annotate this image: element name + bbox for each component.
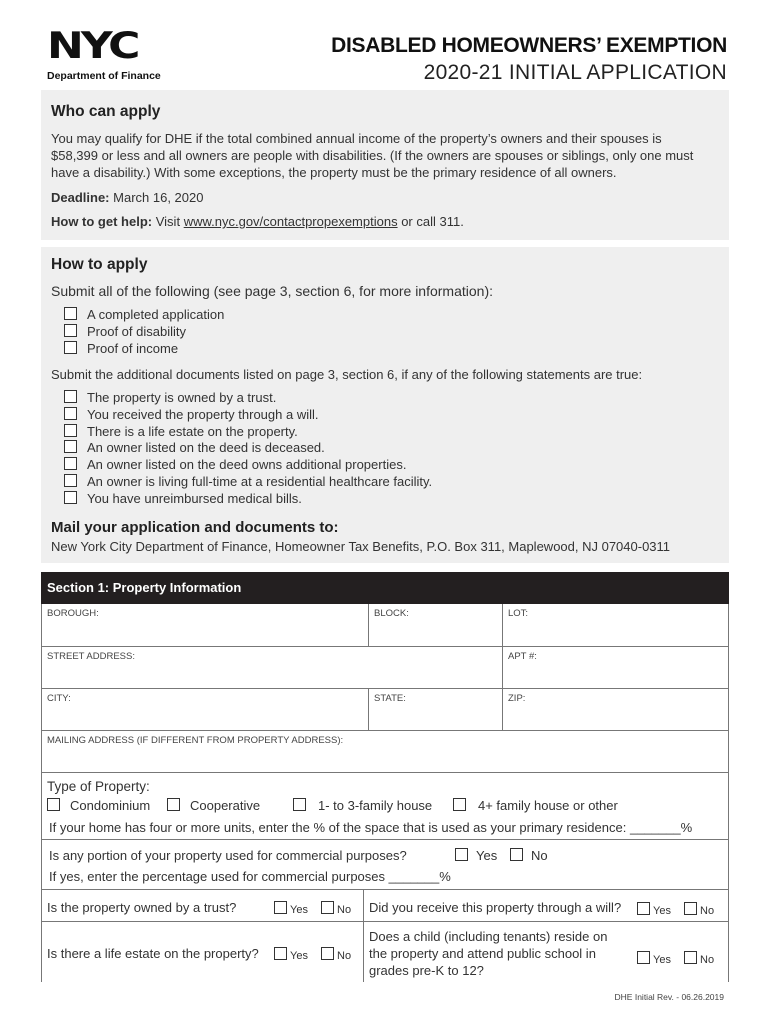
will-question: Did you receive this property through a will? — [369, 900, 622, 915]
who-can-apply-text: You may qualify for DHE if the total combined annual income of the property’s owners and their spouses is $58,399 or less and all owners are people with disabilities. (If the owners are spouses or siblings, only one must have a disability.) With some exceptions, the property must be the primary residence of all owners. — [51, 131, 694, 180]
commercial-yes[interactable]: Yes — [455, 848, 497, 863]
street-address-field[interactable]: STREET ADDRESS: — [42, 647, 503, 689]
checkbox[interactable] — [274, 901, 287, 914]
checkbox[interactable] — [64, 341, 77, 354]
checkbox[interactable] — [64, 324, 77, 337]
additional-intro: Submit the additional documents listed on page 3, section 6, if any of the following statements are true: — [51, 367, 643, 382]
child-no[interactable]: No — [684, 951, 714, 966]
checkbox[interactable] — [321, 901, 334, 914]
help-post: or call 311. — [401, 214, 464, 229]
required-docs-list — [64, 307, 224, 357]
list-item: An owner listed on the deed is deceased. — [64, 440, 432, 457]
additional-docs-list — [64, 390, 432, 508]
life-estate-cell — [42, 922, 364, 982]
help-link[interactable]: www.nyc.gov/contactpropexemptions — [183, 214, 398, 229]
section-1-header: Section 1: Property Information — [41, 572, 729, 604]
help-label: How to get help: — [51, 214, 153, 229]
checkbox[interactable] — [64, 424, 77, 437]
checkbox[interactable] — [47, 798, 60, 811]
nyc-logo: NYC — [47, 25, 138, 67]
checkbox[interactable] — [455, 848, 468, 861]
borough-field[interactable]: BOROUGH: — [42, 604, 369, 647]
checkbox[interactable] — [293, 798, 306, 811]
trust-cell — [42, 890, 364, 922]
mailing-address-field[interactable]: MAILING ADDRESS (IF DIFFERENT FROM PROPERTY ADDRESS): — [42, 731, 728, 773]
four-units-question: If your home has four or more units, enter the % of the space that is used as your primary residence: _______% — [49, 820, 693, 835]
mail-address: New York City Department of Finance, Homeowner Tax Benefits, P.O. Box 311, Maplewood, NJ 07040-0311 — [51, 539, 671, 554]
type-option-coop[interactable]: Cooperative — [167, 798, 260, 813]
department-name: Department of Finance — [47, 70, 161, 82]
help-line — [51, 213, 464, 230]
mail-heading: Mail your application and documents to: — [51, 519, 339, 536]
checkbox[interactable] — [64, 474, 77, 487]
checkbox[interactable] — [64, 407, 77, 420]
list-item: The property is owned by a trust. — [64, 390, 432, 407]
type-option-4plus[interactable]: 4+ family house or other — [453, 798, 618, 813]
life-estate-question: Is there a life estate on the property? — [47, 946, 259, 961]
checkbox[interactable] — [64, 491, 77, 504]
type-label: Type of Property: — [47, 779, 150, 794]
how-intro: Submit all of the following (see page 3, section 6, for more information): — [51, 283, 493, 299]
checkbox[interactable] — [453, 798, 466, 811]
how-to-apply-panel — [41, 247, 729, 563]
commercial-question: Is any portion of your property used for commercial purposes? — [49, 848, 407, 863]
who-can-apply-panel — [41, 90, 729, 240]
checkbox[interactable] — [64, 457, 77, 470]
deadline-label: Deadline: — [51, 190, 110, 205]
form-subtitle: 2020-21 INITIAL APPLICATION — [423, 61, 727, 84]
trust-question: Is the property owned by a trust? — [47, 900, 237, 915]
checkbox[interactable] — [64, 307, 77, 320]
zip-field[interactable]: ZIP: — [503, 689, 728, 731]
block-field[interactable]: BLOCK: — [369, 604, 503, 647]
commercial-no[interactable]: No — [510, 848, 548, 863]
primary-residence-pct-input[interactable]: _______% — [629, 820, 693, 835]
commercial-pct-input[interactable]: _______% — [388, 869, 451, 884]
list-item: Proof of disability — [64, 324, 224, 341]
form-title: DISABLED HOMEOWNERS’ EXEMPTION — [331, 34, 727, 57]
apt-field[interactable]: APT #: — [503, 647, 728, 689]
trust-no[interactable]: No — [321, 901, 351, 916]
checkbox[interactable] — [684, 951, 697, 964]
section-1-form — [41, 604, 729, 982]
checkbox[interactable] — [684, 902, 697, 915]
type-of-property-block — [42, 773, 728, 840]
list-item: You received the property through a will. — [64, 407, 432, 424]
life-estate-no[interactable]: No — [321, 947, 351, 962]
list-item: An owner is living full-time at a residential healthcare facility. — [64, 474, 432, 491]
type-option-condo[interactable]: Condominium — [47, 798, 150, 813]
trust-yes[interactable]: Yes — [274, 901, 308, 916]
city-field[interactable]: CITY: — [42, 689, 369, 731]
checkbox[interactable] — [321, 947, 334, 960]
how-to-apply-heading: How to apply — [51, 256, 148, 273]
will-yes[interactable]: Yes — [637, 902, 671, 917]
list-item: A completed application — [64, 307, 224, 324]
child-school-cell — [364, 922, 728, 982]
list-item: An owner listed on the deed owns additional properties. — [64, 457, 432, 474]
state-field[interactable]: STATE: — [369, 689, 503, 731]
deadline-value: March 16, 2020 — [113, 190, 204, 205]
will-cell — [364, 890, 728, 922]
type-option-1to3[interactable]: 1- to 3-family house — [293, 798, 432, 813]
checkbox[interactable] — [637, 902, 650, 915]
lot-field[interactable]: LOT: — [503, 604, 728, 647]
list-item: You have unreimbursed medical bills. — [64, 491, 432, 508]
revision-footer: DHE Initial Rev. - 06.26.2019 — [614, 992, 724, 1002]
list-item: There is a life estate on the property. — [64, 424, 432, 441]
who-can-apply-heading: Who can apply — [51, 103, 161, 120]
checkbox[interactable] — [274, 947, 287, 960]
will-no[interactable]: No — [684, 902, 714, 917]
commercial-pct-question: If yes, enter the percentage used for commercial purposes _______% — [49, 869, 451, 884]
checkbox[interactable] — [64, 390, 77, 403]
life-estate-yes[interactable]: Yes — [274, 947, 308, 962]
help-pre: Visit — [155, 214, 181, 229]
list-item: Proof of income — [64, 341, 224, 358]
checkbox[interactable] — [167, 798, 180, 811]
checkbox[interactable] — [64, 440, 77, 453]
child-question: Does a child (including tenants) reside on the property and attend public school in grades pre-K to 12? — [369, 929, 608, 978]
checkbox[interactable] — [510, 848, 523, 861]
commercial-block — [42, 840, 728, 890]
deadline — [51, 189, 203, 206]
checkbox[interactable] — [637, 951, 650, 964]
child-yes[interactable]: Yes — [637, 951, 671, 966]
